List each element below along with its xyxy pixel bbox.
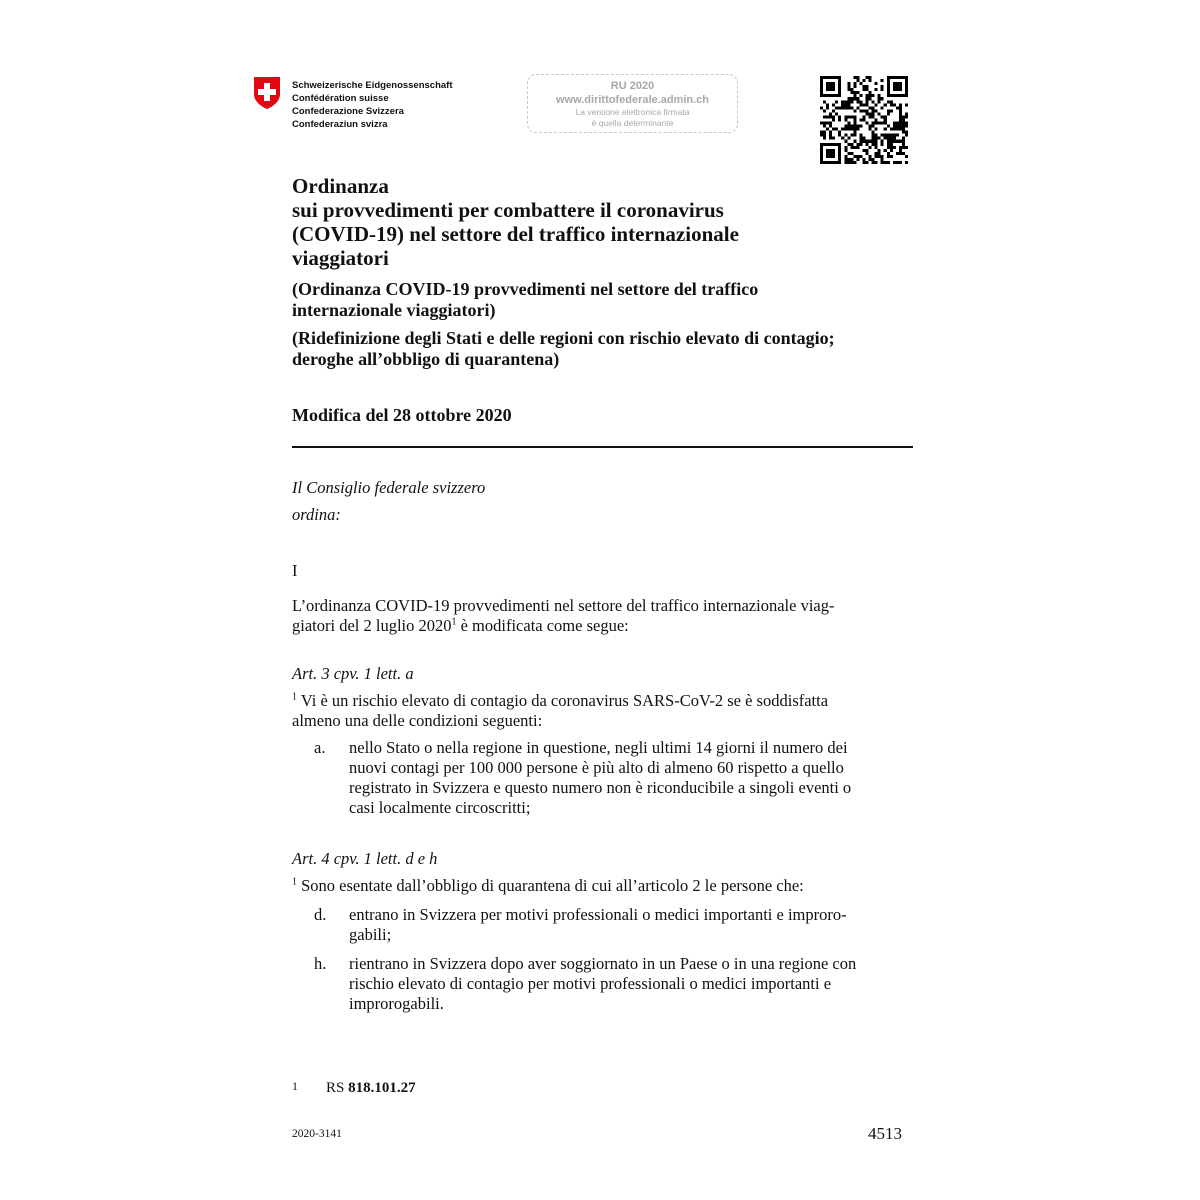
intro-line-1: L’ordinanza COVID-19 provvedimenti nel settore del traffico internazionale viag-: [292, 596, 835, 615]
confederation-name: [292, 79, 453, 131]
subject-line: deroghe all’obbligo di quarantena): [292, 349, 560, 369]
confederation-line-fr: Confédération suisse: [292, 93, 389, 104]
title-line: sui provvedimenti per combattere il coronavirus: [292, 198, 724, 222]
page-number: 4513: [868, 1124, 902, 1143]
footnote-prefix: RS: [326, 1080, 349, 1096]
article-3-paragraph-1: [292, 691, 909, 731]
footnote-reference[interactable]: 818.101.27: [348, 1080, 416, 1096]
short-title: [292, 279, 912, 321]
list-item-line: gabili;: [349, 925, 392, 944]
issuing-authority: Il Consiglio federale svizzero: [292, 478, 486, 497]
list-item-d: [349, 905, 909, 945]
list-item-line: rischio elevato di contagio per motivi professionali o medici importanti e: [349, 974, 832, 993]
confederation-line-rm: Confederaziun svizra: [292, 119, 388, 130]
footnote-text: [326, 1079, 416, 1097]
footnote-ref-1[interactable]: 1: [451, 616, 457, 628]
section-number: I: [292, 561, 298, 580]
subject-line: (Ridefinizione degli Stati e delle regioni con rischio elevato di contagio;: [292, 328, 835, 348]
qr-code-icon: [820, 76, 908, 164]
list-item-line: nello Stato o nella regione in questione, negli ultimi 14 giorni il numero dei: [349, 738, 848, 757]
document-code: 2020-3141: [292, 1128, 342, 1140]
stamp-url: www.dirittofederale.admin.ch: [555, 94, 709, 106]
list-item-h: [349, 954, 909, 1014]
list-item-line: rientrano in Svizzera dopo aver soggiornato in un Paese o in una regione con: [349, 954, 857, 973]
intro-paragraph: [292, 596, 909, 636]
article-4-paragraph-1: [292, 876, 804, 896]
paragraph-number: 1: [292, 691, 297, 703]
title-divider: [292, 446, 913, 448]
title-line: (COVID-19) nel settore del traffico internazionale: [292, 222, 739, 246]
paragraph-text: Sono esentate dall’obbligo di quarantena di cui all’articolo 2 le persone che:: [297, 876, 804, 895]
intro-text-end: è modificata come segue:: [456, 616, 629, 635]
stamp-collection: RU 2020: [610, 80, 655, 92]
intro-line-2: [292, 616, 909, 636]
article-3-heading: Art. 3 cpv. 1 lett. a: [292, 664, 414, 683]
paragraph-line: [292, 691, 909, 711]
short-title-line: internazionale viaggiatori): [292, 300, 496, 320]
list-item-line: casi localmente circoscritti;: [349, 798, 531, 817]
confederation-line-it: Confederazione Svizzera: [292, 106, 404, 117]
amendment-date: Modifica del 28 ottobre 2020: [292, 405, 512, 425]
ordains-label: ordina:: [292, 505, 341, 524]
footnote-number: 1: [292, 1079, 298, 1093]
title-line: Ordinanza: [292, 174, 389, 198]
document-title: [292, 174, 912, 270]
list-item-a: [349, 738, 909, 818]
swiss-cross-icon: [252, 76, 282, 110]
paragraph-text: Vi è un rischio elevato di contagio da coronavirus SARS-CoV-2 se è soddisfatta: [297, 691, 829, 710]
article-4-heading: Art. 4 cpv. 1 lett. d e h: [292, 849, 438, 868]
intro-text: giatori del 2 luglio 2020: [292, 616, 452, 635]
title-line: viaggiatori: [292, 246, 389, 270]
list-item-line: entrano in Svizzera per motivi professionali o medici importanti e improro-: [349, 905, 847, 924]
subject-title: [292, 328, 912, 370]
list-item-line: nuovi contagi per 100 000 persone è più alto di almeno 60 rispetto a quello: [349, 758, 844, 777]
official-publication-stamp: [527, 74, 738, 133]
list-item-line: registrato in Svizzera e questo numero non è riconducibile a singoli eventi o: [349, 778, 852, 797]
paragraph-number: 1: [292, 876, 297, 888]
paragraph-line: almeno una delle condizioni seguenti:: [292, 711, 543, 730]
list-letter-a: a.: [314, 738, 326, 757]
stamp-note-1: La versione elettronica firmata: [575, 107, 690, 117]
list-letter-d: d.: [314, 905, 327, 924]
list-letter-h: h.: [314, 954, 327, 973]
short-title-line: (Ordinanza COVID-19 provvedimenti nel settore del traffico: [292, 279, 759, 299]
confederation-line-de: Schweizerische Eidgenossenschaft: [292, 80, 453, 91]
list-item-line: improrogabili.: [349, 994, 444, 1013]
stamp-note-2: è quella determinante: [591, 118, 674, 128]
